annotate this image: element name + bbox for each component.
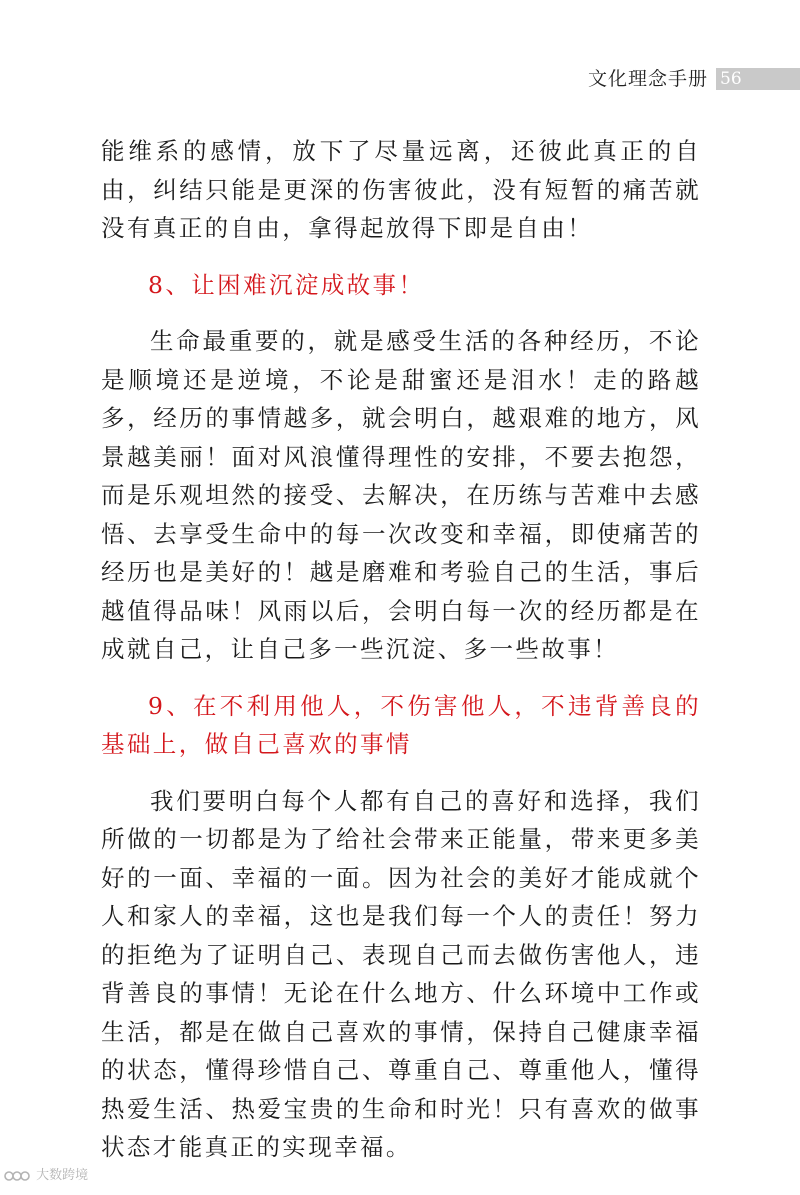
section-heading-8: 8、让困难沉淀成故事！ — [148, 270, 425, 299]
running-title: 文化理念手册 — [587, 68, 708, 90]
paragraph-continued: 能维系的感情，放下了尽量远离，还彼此真正的自由，纠结只能是更深的伤害彼此，没有短暂的痛苦就没有真正的自由，拿得起放得下即是自由！ — [101, 137, 701, 242]
watermark-text: 大数跨境 — [36, 1168, 89, 1183]
watermark — [4, 1166, 88, 1186]
section-heading-9: 9、在不利用他人，不伤害他人，不违背善良的基础上，做自己喜欢的事情 — [101, 691, 701, 758]
page-number-bar — [716, 68, 800, 90]
watermark-logo-icon — [4, 1168, 30, 1184]
page-number: 56 — [720, 69, 742, 89]
page-body — [101, 132, 701, 1167]
page-header — [0, 68, 800, 90]
paragraph-section-8: 生命最重要的，就是感受生活的各种经历，不论是顺境还是逆境，不论是甜蜜还是泪水！走的路越多，经历的事情越多，就会明白，越艰难的地方，风景越美丽！面对风浪懂得理性的安排，不要去抱怨，而是乐观坦然的接受、去解决，在历练与苦难中去感悟、去享受生命中的每一次改变和幸福，即使痛苦的经历也是美好的！越是磨难和考验自己的生活，事后越值得品味！风雨以后，会明白每一次的经历都是在成就自己，让自己多一些沉淀、多一些故事！ — [101, 327, 701, 663]
paragraph-section-9: 我们要明白每个人都有自己的喜好和选择，我们所做的一切都是为了给社会带来正能量，带来更多美好的一面、幸福的一面。因为社会的美好才能成就个人和家人的幸福，这也是我们每一个人的责任！努力的拒绝为了证明自己、表现自己而去做伤害他人，违背善良的事情！无论在什么地方、什么环境中工作或生活，都是在做自己喜欢的事情，保持自己健康幸福的状态，懂得珍惜自己、尊重自己、尊重他人，懂得热爱生活、热爱宝贵的生命和时光！只有喜欢的做事状态才能真正的实现幸福。 — [101, 786, 701, 1161]
